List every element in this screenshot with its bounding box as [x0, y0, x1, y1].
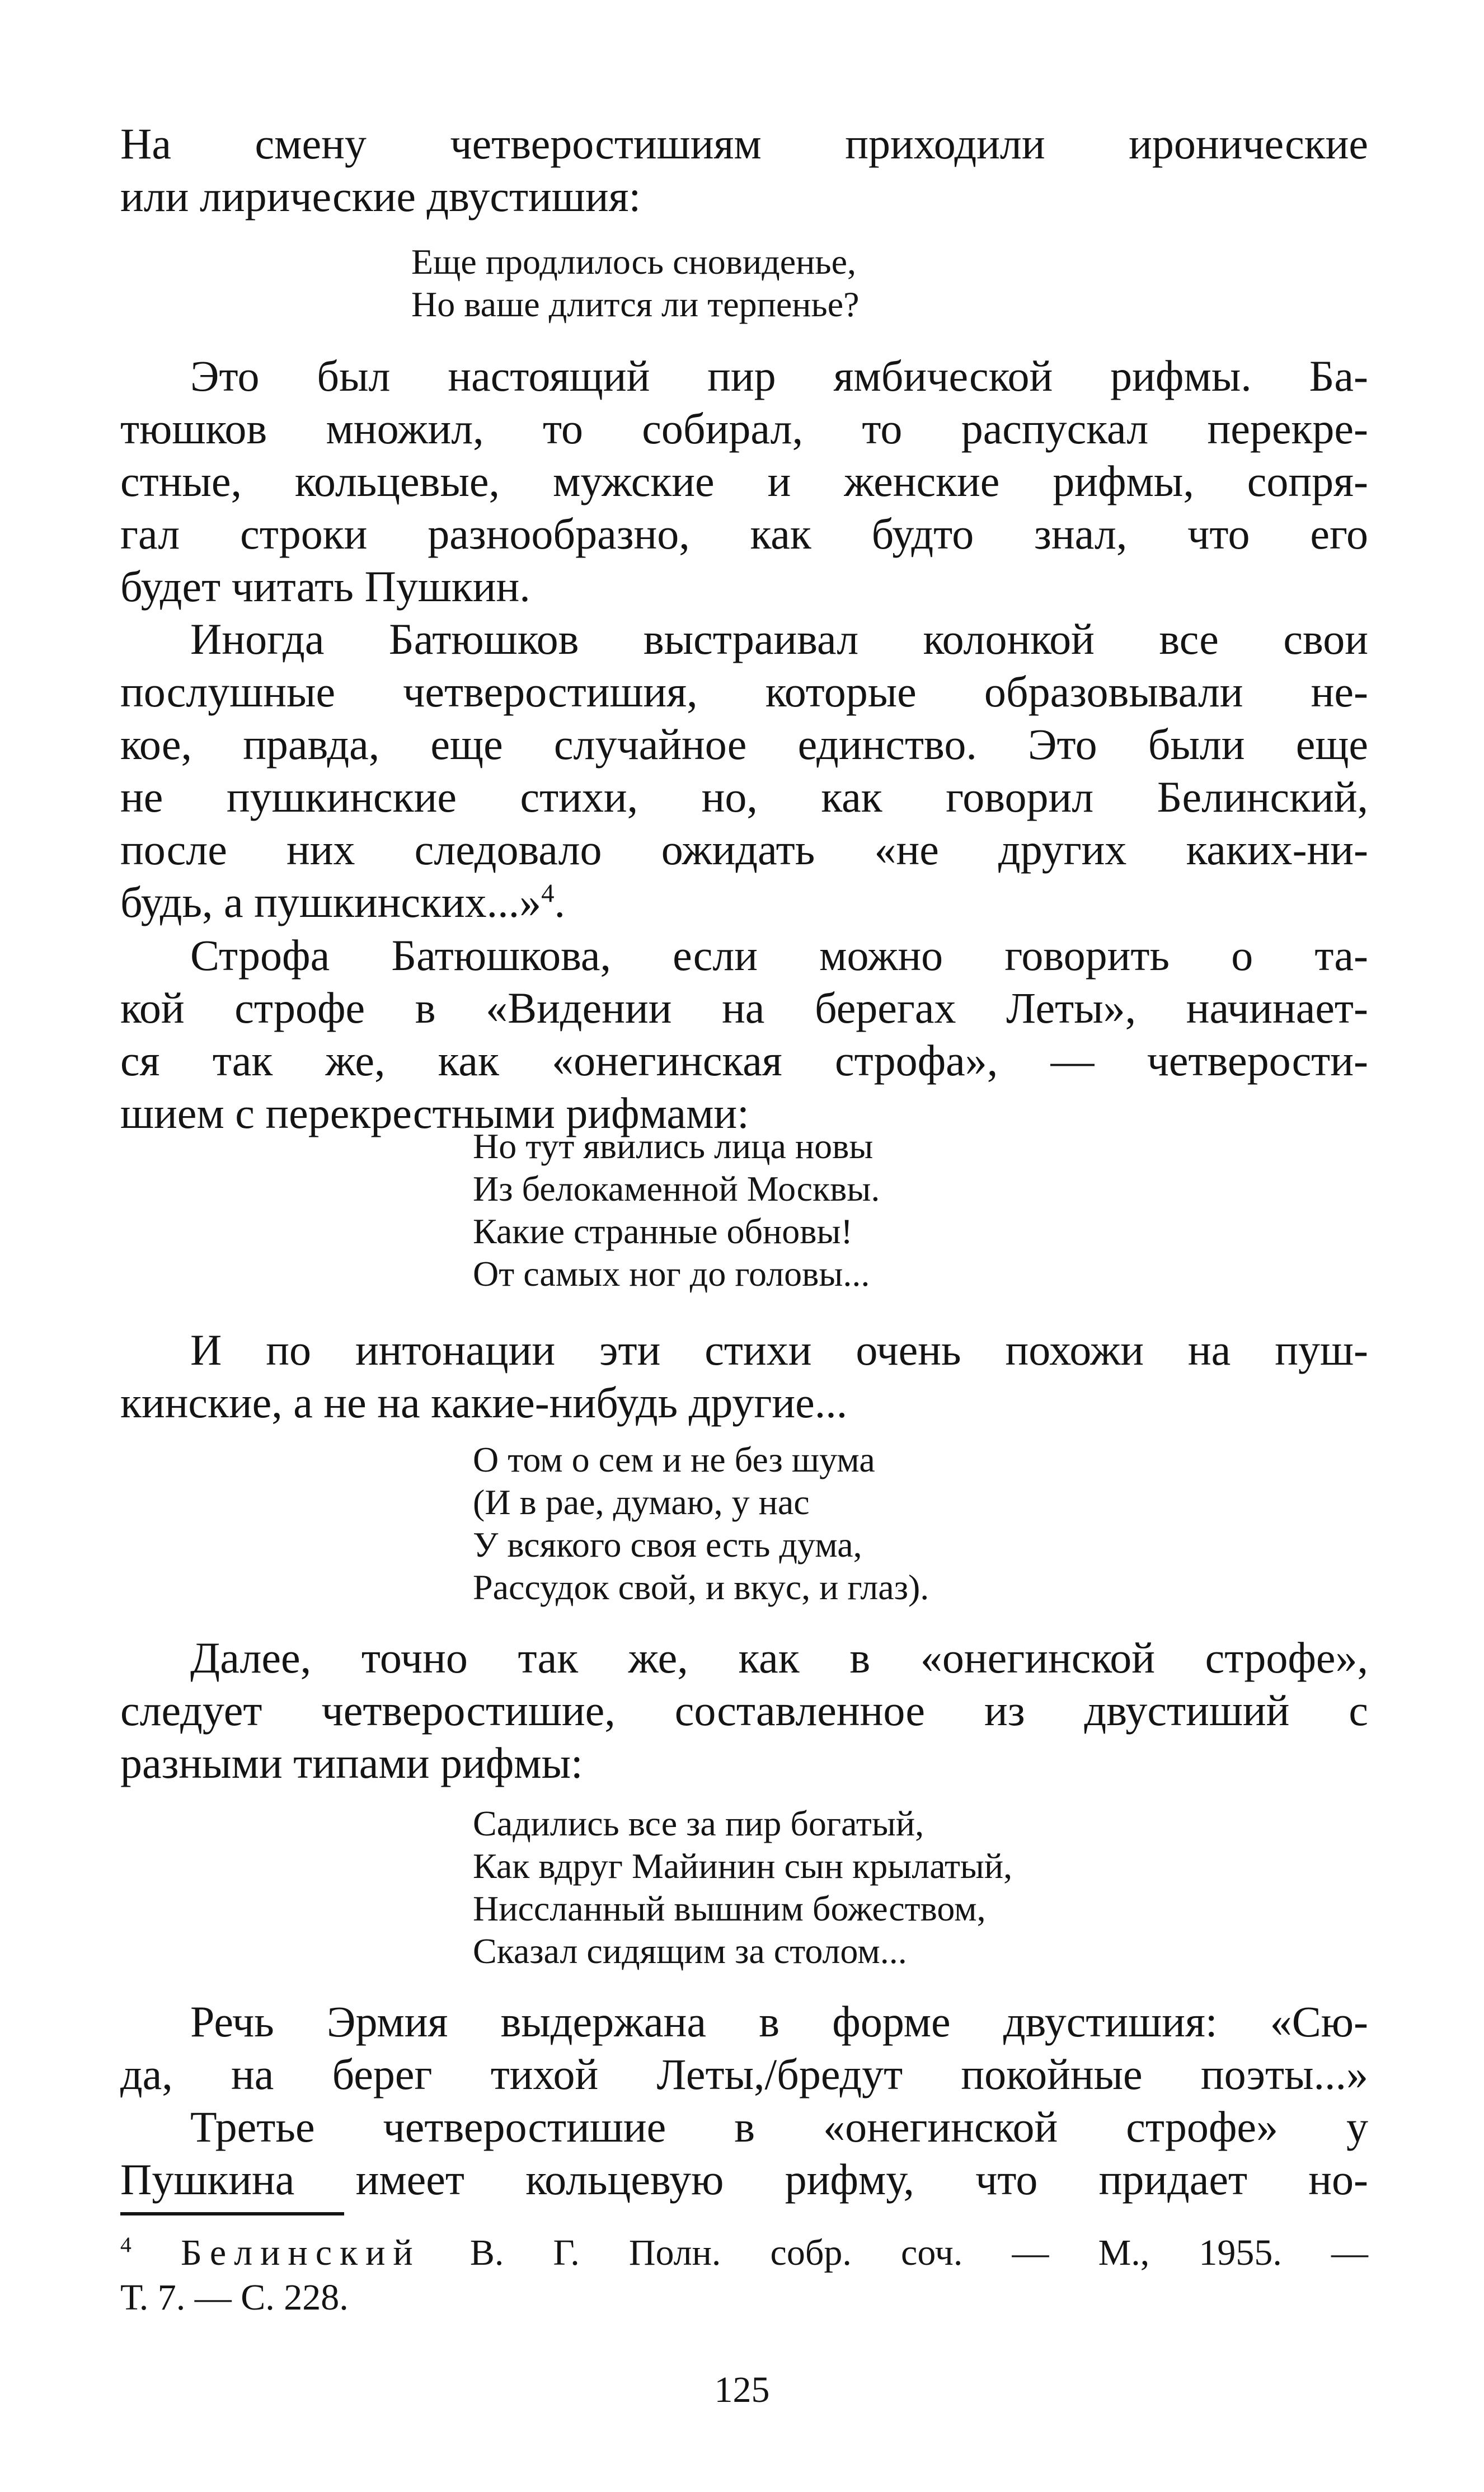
footnote-text: В. Г. Полн. собр. соч. — М., 1955. — — [469, 2232, 1369, 2273]
text-line: или лирические двустишия: — [120, 172, 641, 221]
text-line: Далее, точно так же, как в «онегинской строфе», — [190, 1633, 1368, 1682]
footnote-author: Белинский — [180, 2232, 421, 2273]
paragraph-7 — [120, 1996, 1368, 2101]
text-line: Речь Эрмия выдержана в форме двустишия: «Сю- — [190, 1997, 1368, 2046]
text-line: стные, кольцевые, мужские и женские рифмы, сопря- — [120, 457, 1368, 505]
text-line: Иногда Батюшков выстраивал колонкой все свои — [190, 615, 1368, 663]
verse-line: Рассудок свой, и вкус, и глаз). — [473, 1567, 929, 1607]
footnote-marker: 4 — [120, 2232, 132, 2257]
text-line: Пушкина имеет кольцевую рифму, что придает но- — [120, 2155, 1368, 2204]
text-line: следует четверостишие, составленное из двустиший с — [120, 1686, 1368, 1735]
text-line: шием с перекрестными рифмами: — [120, 1089, 749, 1137]
footnote-reference[interactable]: 4 — [541, 879, 555, 908]
paragraph-4 — [120, 929, 1368, 1140]
text-line: Это был настоящий пир ямбической рифмы. Ба- — [190, 352, 1368, 400]
paragraph-8 — [120, 2101, 1368, 2206]
text-line: будет читать Пушкин. — [120, 562, 530, 611]
text-line: тюшков множил, то собирал, то распускал перекре- — [120, 404, 1368, 453]
paragraph-6 — [120, 1632, 1368, 1790]
verse-line: У всякого своя есть дума, — [473, 1525, 862, 1564]
text-line: кинские, а не на какие-нибудь другие... — [120, 1378, 848, 1427]
verse-line: Еще продлилось сновиденье, — [411, 242, 856, 282]
text-line: да, на берег тихой Леты,/бредут покойные поэты...» — [120, 2050, 1368, 2098]
verse-line: Но тут явились лица новы — [473, 1126, 874, 1166]
verse-line: Но ваше длится ли терпенье? — [411, 284, 860, 324]
text-fragment: будь, а пушкинских...» — [120, 878, 542, 926]
text-fragment: . — [554, 878, 566, 926]
text-line: На смену четверостишиям приходили иронические — [120, 119, 1368, 168]
verse-line: Из белокаменной Москвы. — [473, 1169, 880, 1208]
verse-line: Какие странные обновы! — [473, 1211, 853, 1251]
text-line: ся так же, как «онегинская строфа», — четверости- — [120, 1036, 1368, 1085]
text-line: кой строфе в «Видении на берегах Леты», начинает- — [120, 983, 1368, 1032]
footnote-divider — [120, 2212, 344, 2215]
verse-line: Сказал сидящим за столом... — [473, 1931, 907, 1971]
text-line: Строфа Батюшкова, если можно говорить о та- — [190, 931, 1368, 980]
verse-4 — [473, 1802, 1012, 1973]
verse-line: Нисcланный вышним божеством, — [473, 1889, 986, 1928]
text-line: не пушкинские стихи, но, как говорил Белинский, — [120, 772, 1368, 821]
verse-2 — [473, 1125, 880, 1295]
verse-line: Как вдруг Майинин сын крылатый, — [473, 1846, 1013, 1886]
text-line: И по интонации эти стихи очень похожи на пуш- — [190, 1325, 1368, 1374]
text-line: после них следовало ожидать «не других каких-ни- — [120, 825, 1368, 874]
verse-3 — [473, 1439, 929, 1609]
text-line: послушные четверостишия, которые образовывали не- — [120, 667, 1368, 716]
paragraph-5 — [120, 1324, 1368, 1429]
text-line: кое, правда, еще случайное единство. Это были еще — [120, 720, 1368, 769]
text-line — [120, 876, 1368, 929]
paragraph-2 — [120, 350, 1368, 613]
verse-line: (И в рае, думаю, у нас — [473, 1482, 810, 1522]
text-line: гал строки разнообразно, как будто знал, что его — [120, 509, 1368, 558]
page-number: 125 — [714, 2369, 770, 2410]
paragraph-3 — [120, 613, 1368, 929]
paragraph-1 — [120, 118, 1368, 223]
verse-1 — [411, 241, 860, 326]
text-line: Третье четверостишие в «онегинской строфе» у — [190, 2102, 1368, 2151]
text-line: разными типами рифмы: — [120, 1739, 583, 1787]
verse-line: Садились все за пир богатый, — [473, 1804, 924, 1843]
footnote-line: Т. 7. — С. 228. — [120, 2277, 349, 2318]
verse-line: О том о сем и не без шума — [473, 1440, 875, 1479]
footnote-line — [120, 2231, 1368, 2275]
verse-line: От самых ног до головы... — [473, 1254, 870, 1294]
footnote — [120, 2231, 1368, 2320]
